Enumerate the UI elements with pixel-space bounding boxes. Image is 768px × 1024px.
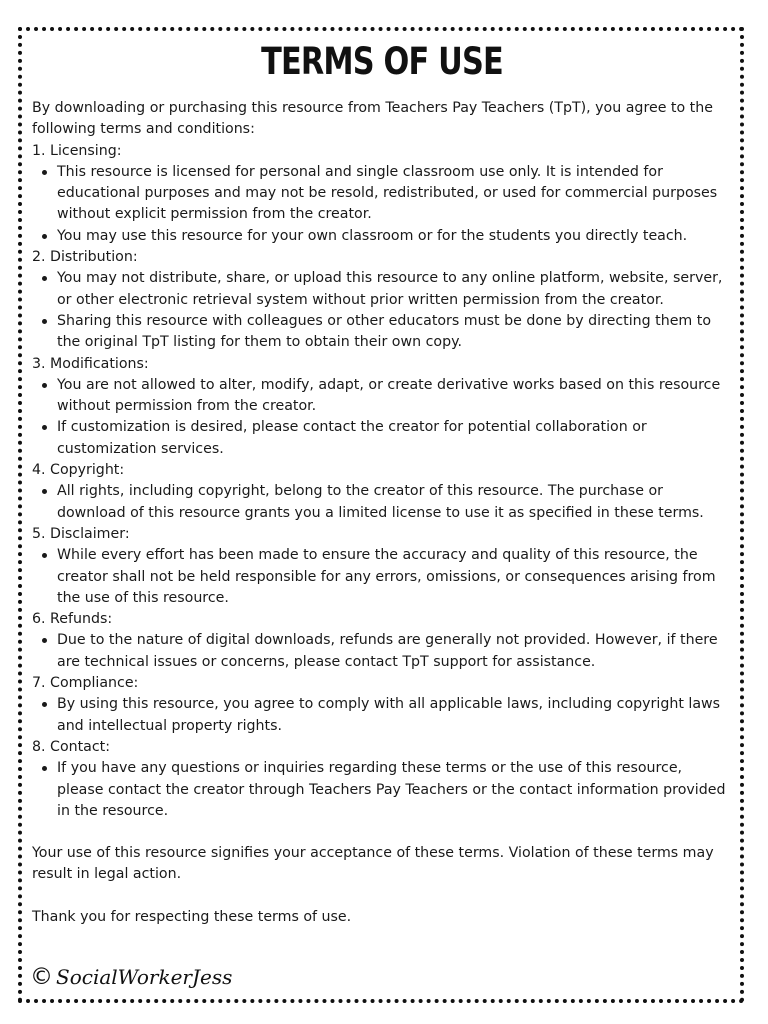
section-compliance xyxy=(32,673,732,737)
bullet-list xyxy=(32,758,732,822)
bullet-icon xyxy=(42,234,47,239)
spacer xyxy=(32,886,732,907)
bullet-icon xyxy=(42,383,47,388)
section-heading: 6. Refunds: xyxy=(32,611,113,628)
closing-paragraph: Your use of this resource signifies your acceptance of these terms. Violation of these terms may result in legal action. xyxy=(32,845,714,883)
thanks-paragraph: Thank you for respecting these terms of use. xyxy=(32,908,352,925)
section-copyright xyxy=(32,460,732,524)
bullet-icon xyxy=(42,276,47,281)
bullet-icon xyxy=(42,638,47,643)
terms-body xyxy=(32,98,732,928)
bullet-list xyxy=(32,375,732,460)
section-heading: 5. Disclaimer: xyxy=(32,525,130,542)
list-item-text: Sharing this resource with colleagues or other educators must be done by directing them to the original TpT listing for them to obtain their own copy. xyxy=(57,312,712,351)
list-item-text: You are not allowed to alter, modify, adapt, or create derivative works based on this resource without permission from the creator. xyxy=(57,376,721,415)
bullet-list xyxy=(32,630,732,673)
list-item-text: If customization is desired, please contact the creator for potential collaboration or customization services. xyxy=(57,419,647,457)
bullet-icon xyxy=(42,553,47,558)
list-item xyxy=(57,417,732,460)
list-item-text: You may not distribute, share, or upload this resource to any online platform, website, server, or other electronic retrieval system without prior written permission from the creator. xyxy=(57,270,723,308)
page-title: TERMS OF USE xyxy=(261,40,503,83)
section-heading: 4. Copyright: xyxy=(32,462,125,479)
bullet-list xyxy=(32,268,732,353)
list-item-text: By using this resource, you agree to comply with all applicable laws, including copyright laws and intellectual property rights. xyxy=(57,696,721,734)
list-item xyxy=(57,375,732,418)
list-item xyxy=(57,758,732,822)
list-item-text: All rights, including copyright, belong to the creator of this resource. The purchase or download of this resource grants you a limited license to use it as specified in these terms. xyxy=(57,483,704,521)
intro-paragraph: By downloading or purchasing this resource from Teachers Pay Teachers (TpT), you agree to the following terms and conditions: xyxy=(32,100,713,138)
section-heading: 2. Distribution: xyxy=(32,249,138,266)
section-contact xyxy=(32,737,732,822)
bullet-icon xyxy=(42,425,47,430)
list-item xyxy=(57,545,732,609)
list-item-text: This resource is licensed for personal and single classroom use only. It is intended for educational purposes and may not be resold, redistributed, or used for commercial purposes without explicit permission from the creator. xyxy=(57,163,718,223)
section-heading: 1. Licensing: xyxy=(32,142,122,159)
list-item xyxy=(57,226,732,247)
section-heading: 8. Contact: xyxy=(32,738,111,755)
copyright-signature xyxy=(30,964,232,990)
spacer xyxy=(32,822,732,843)
list-item xyxy=(57,630,732,673)
list-item xyxy=(57,162,732,226)
section-refunds xyxy=(32,609,732,673)
section-disclaimer xyxy=(32,524,732,609)
section-heading: 7. Compliance: xyxy=(32,675,139,692)
list-item xyxy=(57,694,732,737)
document-content xyxy=(32,40,732,928)
copyright-icon: © xyxy=(30,964,53,990)
bullet-icon xyxy=(42,319,47,324)
bullet-icon xyxy=(42,766,47,771)
bullet-icon xyxy=(42,702,47,707)
signature-name: SocialWorkerJess xyxy=(56,965,233,989)
bullet-icon xyxy=(42,489,47,494)
bullet-list xyxy=(32,162,732,247)
list-item-text: You may use this resource for your own classroom or for the students you directly teach. xyxy=(57,227,688,244)
bullet-list xyxy=(32,481,732,524)
list-item-text: If you have any questions or inquiries regarding these terms or the use of this resource, please contact the creator through Teachers Pay Teachers or the contact information provided in the resource. xyxy=(57,760,726,819)
section-distribution xyxy=(32,247,732,353)
list-item xyxy=(57,481,732,524)
section-heading: 3. Modifications: xyxy=(32,355,149,372)
bullet-list xyxy=(32,545,732,609)
section-modifications xyxy=(32,354,732,460)
list-item xyxy=(57,311,732,354)
list-item xyxy=(57,268,732,311)
section-licensing xyxy=(32,141,732,247)
list-item-text: Due to the nature of digital downloads, refunds are generally not provided. However, if there are technical issues or concerns, please contact TpT support for assistance. xyxy=(57,632,718,670)
bullet-icon xyxy=(42,170,47,175)
list-item-text: While every effort has been made to ensure the accuracy and quality of this resource, the creator shall not be held responsible for any errors, omissions, or consequences arising from the use of this resource. xyxy=(57,547,716,606)
bullet-list xyxy=(32,694,732,737)
